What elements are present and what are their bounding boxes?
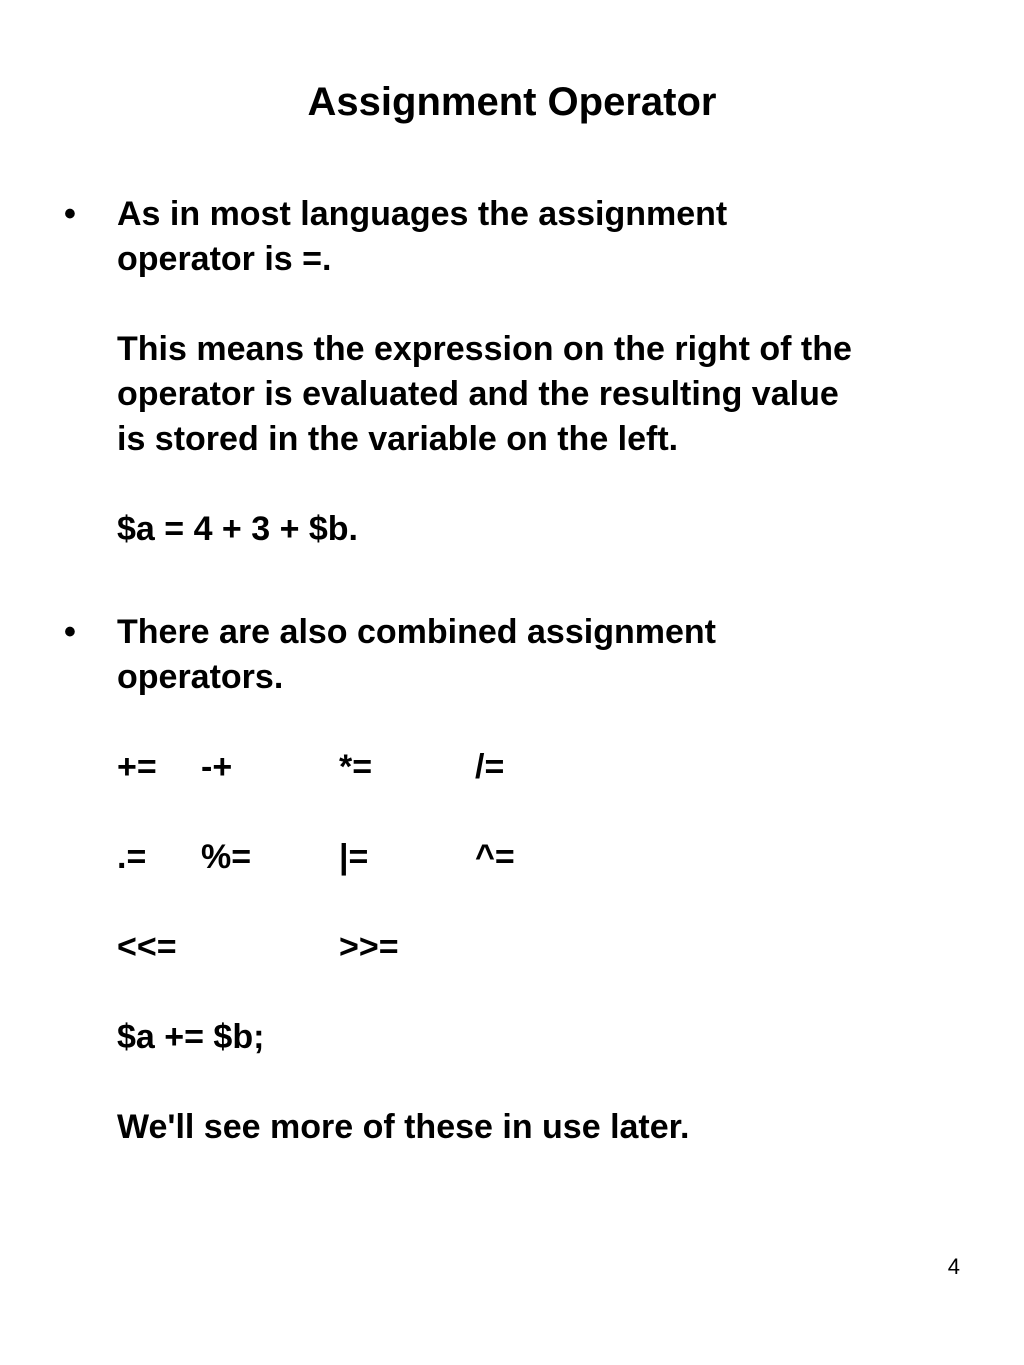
operator: |= xyxy=(339,838,369,876)
operator-row xyxy=(117,835,957,880)
operator: /= xyxy=(475,748,505,786)
blank-line xyxy=(117,1060,957,1105)
operator: .= xyxy=(117,838,147,876)
bullet-marker: • xyxy=(64,195,76,233)
bullet-text-line: operator is =. xyxy=(117,240,332,278)
operator: *= xyxy=(339,748,373,786)
operator: -+ xyxy=(201,748,233,786)
code-example: $a += $b; xyxy=(117,1018,265,1056)
bullet-text-line: operator is evaluated and the resulting value xyxy=(117,375,839,413)
operator: <<= xyxy=(117,928,177,966)
bullet-text-line: operators. xyxy=(117,658,284,696)
blank-line xyxy=(117,880,957,925)
blank-line xyxy=(117,790,957,835)
closing-text: We'll see more of these in use later. xyxy=(117,1108,690,1146)
bullet-body xyxy=(117,610,957,1150)
operator: ^= xyxy=(475,838,515,876)
page-number: 4 xyxy=(947,1254,960,1279)
code-example: $a = 4 + 3 + $b. xyxy=(117,510,359,548)
slide-title: Assignment Operator xyxy=(307,80,717,124)
blank-line xyxy=(117,970,957,1015)
operator-row xyxy=(117,925,957,970)
blank-line xyxy=(117,700,957,745)
operator: += xyxy=(117,748,157,786)
bullet-text-line: This means the expression on the right of the xyxy=(117,330,852,368)
blank-line xyxy=(117,282,957,327)
bullet-marker: • xyxy=(64,613,76,651)
operator: >>= xyxy=(339,928,399,966)
operator: %= xyxy=(201,838,252,876)
operator-row xyxy=(117,745,957,790)
bullet-body xyxy=(117,192,957,552)
bullet-text-line: There are also combined assignment xyxy=(117,613,716,651)
bullet-text-line: is stored in the variable on the left. xyxy=(117,420,679,458)
blank-line xyxy=(117,462,957,507)
bullet-text-line: As in most languages the assignment xyxy=(117,195,728,233)
